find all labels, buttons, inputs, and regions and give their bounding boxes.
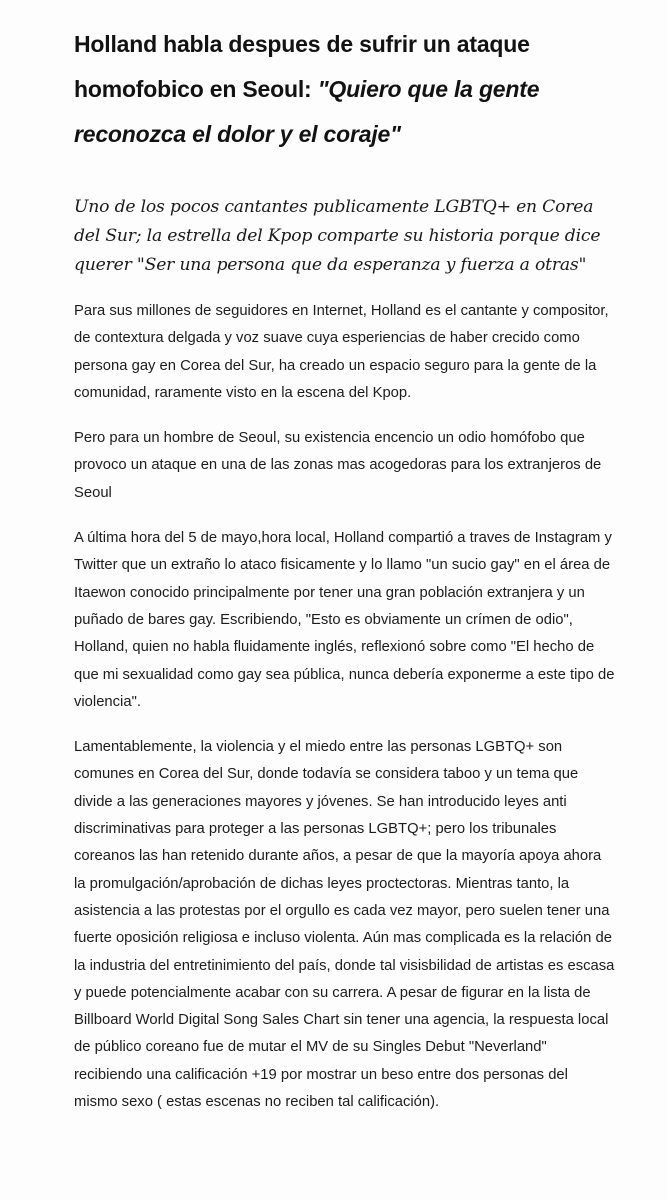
article-title-main: Holland habla despues de sufrir un ataque homofobico en Seoul: [74,31,530,102]
article-subtitle: Uno de los pocos cantantes publicamente LGBTQ+ en Corea del Sur; la estrella del Kpop comparte su historia porque dice querer "Ser una persona que da esperanza y fuerza a otras" [74,197,601,275]
article-title-quote: "Quiero que la gente reconozca el dolor y el coraje" [74,76,540,147]
article-title [74,22,615,157]
article-body [74,298,615,1116]
article-paragraph-2: Pero para un hombre de Seoul, su existencia encencio un odio homófobo que provoco un ataque en una de las zonas mas acogedoras para los extranjeros de Seoul [74,430,602,501]
article-paragraph-4: Lamentablemente, la violencia y el miedo entre las personas LGBTQ+ son comunes en Corea del Sur, donde todavía se considera taboo y un tema que divide a las generaciones mayores y jóvenes. Se han introducido leyes anti discriminativas para proteger a las personas LGBTQ+; pero los tribunales coreanos las han retenido durante años, a pesar de que la mayoría apoya ahora la promulgación/aprobación de dichas leyes proctectoras. Mientras tanto, la asistencia a las protestas por el orgullo es cada vez mayor, pero suelen tener una fuerte oposición religiosa e incluso violenta. Aún mas complicada es la relación de la industria del entretinimiento del país, donde tal visisbilidad de artistas es escasa y puede potencialmente acabar con su carrera. A pesar de figurar en la lista de Billboard World Digital Song Sales Chart sin tener una agencia, la respuesta local de público coreano fue de mutar el MV de su Singles Debut "Neverland" recibiendo una calificación +19 por mostrar un beso entre dos personas del mismo sexo ( estas escenas no reciben tal calificación). [74,739,615,1111]
article-paragraph-1: Para sus millones de seguidores en Internet, Holland es el cantante y compositor, de contextura delgada y voz suave cuya esperiencias de haber crecido como persona gay en Corea del Sur, ha creado un espacio seguro para la gente de la comunidad, raramente visto en la escena del Kpop. [74,303,609,401]
article-paragraph-3: A última hora del 5 de mayo,hora local, Holland compartió a traves de Instagram y Twitter que un extraño lo ataco fisicamente y lo llamo "un sucio gay" en el área de Itaewon conocido principalmente por tener una gran población extranjera y un puñado de bares gay. Escribiendo, "Esto es obviamente un crímen de odio", Holland, quien no habla fluidamente inglés, reflexionó sobre como "El hecho de que mi sexualidad como gay sea pública, nunca debería exponerme a este tipo de violencia". [74,530,615,710]
